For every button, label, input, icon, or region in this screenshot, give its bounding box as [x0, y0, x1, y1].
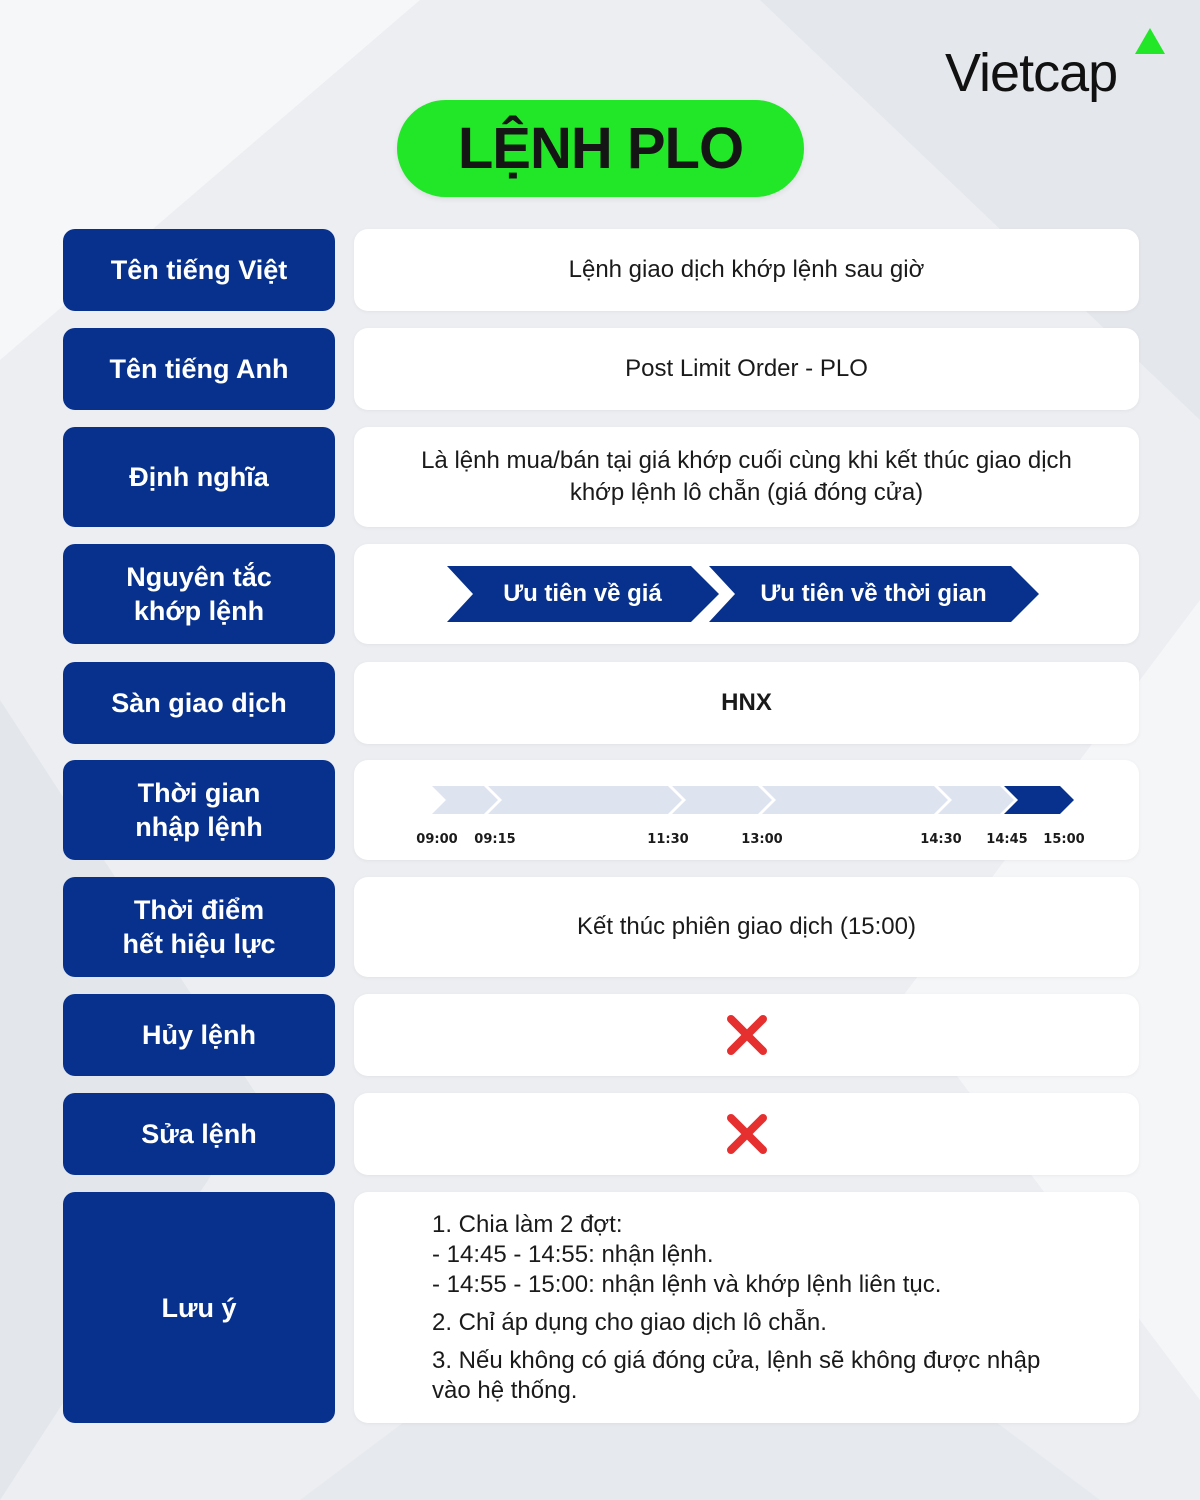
- arrow-time-label: Ưu tiên về thời gian: [760, 580, 987, 607]
- row-het-hieu-luc: [63, 877, 1139, 977]
- label-dinh-nghia: Định nghĩa: [63, 427, 335, 527]
- label-line-1: Thời gian: [137, 778, 261, 808]
- label-line-2: nhập lệnh: [135, 812, 263, 842]
- note-1a: - 14:45 - 14:55: nhận lệnh.: [432, 1240, 714, 1268]
- timeline-segment-0915-1130: [488, 786, 682, 814]
- priority-arrows: [447, 566, 1047, 622]
- logo-text: Vietcap: [945, 43, 1118, 103]
- value-ten-tieng-viet: [354, 229, 1139, 311]
- label-ten-tieng-viet: Tên tiếng Việt: [63, 229, 335, 311]
- value-thoi-gian: [354, 760, 1139, 860]
- label-luu-y: Lưu ý: [63, 1192, 335, 1423]
- label-het-hieu-luc: [63, 877, 335, 977]
- row-ten-tieng-viet: [63, 229, 1139, 311]
- label-line-1: Thời điểm: [133, 895, 265, 925]
- arrow-price-priority: [447, 566, 719, 622]
- value-luu-y: [354, 1192, 1139, 1423]
- label-ten-tieng-anh: Tên tiếng Anh: [63, 328, 335, 410]
- x-mark-icon: [725, 1112, 769, 1156]
- tick-0900: 09:00: [416, 832, 458, 847]
- title-badge: [397, 100, 804, 197]
- trading-timeline: [354, 760, 1139, 860]
- row-ten-tieng-anh: [63, 328, 1139, 410]
- row-thoi-gian-nhap-lenh: [63, 760, 1139, 860]
- definition-line-1: Là lệnh mua/bán tại giá khớp cuối cùng khi kết thúc giao dịch: [421, 447, 1072, 474]
- value-nguyen-tac: [354, 544, 1139, 644]
- value-san-giao-dich: [354, 662, 1139, 744]
- tick-1445: 14:45: [986, 832, 1028, 847]
- arrow-price-label: Ưu tiên về giá: [503, 580, 662, 607]
- value-text: Lệnh giao dịch khớp lệnh sau giờ: [568, 256, 925, 283]
- timeline-segment-1130-1300: [672, 786, 772, 814]
- timeline-segment-1430-1445: [938, 786, 1014, 814]
- definition-line-2: khớp lệnh lô chẵn (giá đóng cửa): [569, 479, 924, 506]
- timeline-segment-0900-0915: [432, 786, 498, 814]
- x-mark-icon: [725, 1013, 769, 1057]
- tick-1430: 14:30: [920, 832, 962, 847]
- value-het-hieu-luc: [354, 877, 1139, 977]
- row-nguyen-tac: [63, 544, 1139, 644]
- label-thoi-gian: [63, 760, 335, 860]
- label-sua-lenh: Sửa lệnh: [63, 1093, 335, 1175]
- note-1: 1. Chia làm 2 đợt:: [432, 1210, 623, 1238]
- label-huy-lenh: Hủy lệnh: [63, 994, 335, 1076]
- value-ten-tieng-anh: [354, 328, 1139, 410]
- value-text: Post Limit Order - PLO: [625, 355, 868, 382]
- label-line-2: khớp lệnh: [133, 596, 265, 626]
- timeline-segment-1300-1430: [762, 786, 948, 814]
- value-dinh-nghia: [354, 427, 1139, 527]
- row-huy-lenh: [63, 994, 1139, 1076]
- note-2: 2. Chỉ áp dụng cho giao dịch lô chẵn.: [432, 1308, 827, 1336]
- label-line-1: Nguyên tắc: [126, 562, 272, 592]
- value-huy-lenh: [354, 994, 1139, 1076]
- row-luu-y: [63, 1192, 1139, 1423]
- tick-1300: 13:00: [741, 832, 783, 847]
- exchange-name: HNX: [721, 689, 772, 716]
- arrow-time-priority: [709, 566, 1039, 622]
- label-nguyen-tac: [63, 544, 335, 644]
- notes-list: [354, 1192, 1139, 1423]
- logo-triangle-icon: [1135, 28, 1165, 54]
- row-san-giao-dich: [63, 662, 1139, 744]
- value-sua-lenh: [354, 1093, 1139, 1175]
- row-sua-lenh: [63, 1093, 1139, 1175]
- row-dinh-nghia: [63, 427, 1139, 527]
- note-1b: - 14:55 - 15:00: nhận lệnh và khớp lệnh liên tục.: [432, 1270, 942, 1298]
- vietcap-logo: [945, 28, 1175, 106]
- value-text: Kết thúc phiên giao dịch (15:00): [577, 913, 916, 940]
- note-3b: vào hệ thống.: [432, 1376, 578, 1404]
- tick-1130: 11:30: [647, 832, 689, 847]
- timeline-segment-1445-1500-active: [1004, 786, 1074, 814]
- page-title: LỆNH PLO: [457, 116, 744, 181]
- tick-0915: 09:15: [474, 832, 516, 847]
- label-line-2: hết hiệu lực: [122, 929, 276, 959]
- tick-1500: 15:00: [1043, 832, 1085, 847]
- label-san-giao-dich: Sàn giao dịch: [63, 662, 335, 744]
- note-3a: 3. Nếu không có giá đóng cửa, lệnh sẽ không được nhập: [432, 1346, 1041, 1374]
